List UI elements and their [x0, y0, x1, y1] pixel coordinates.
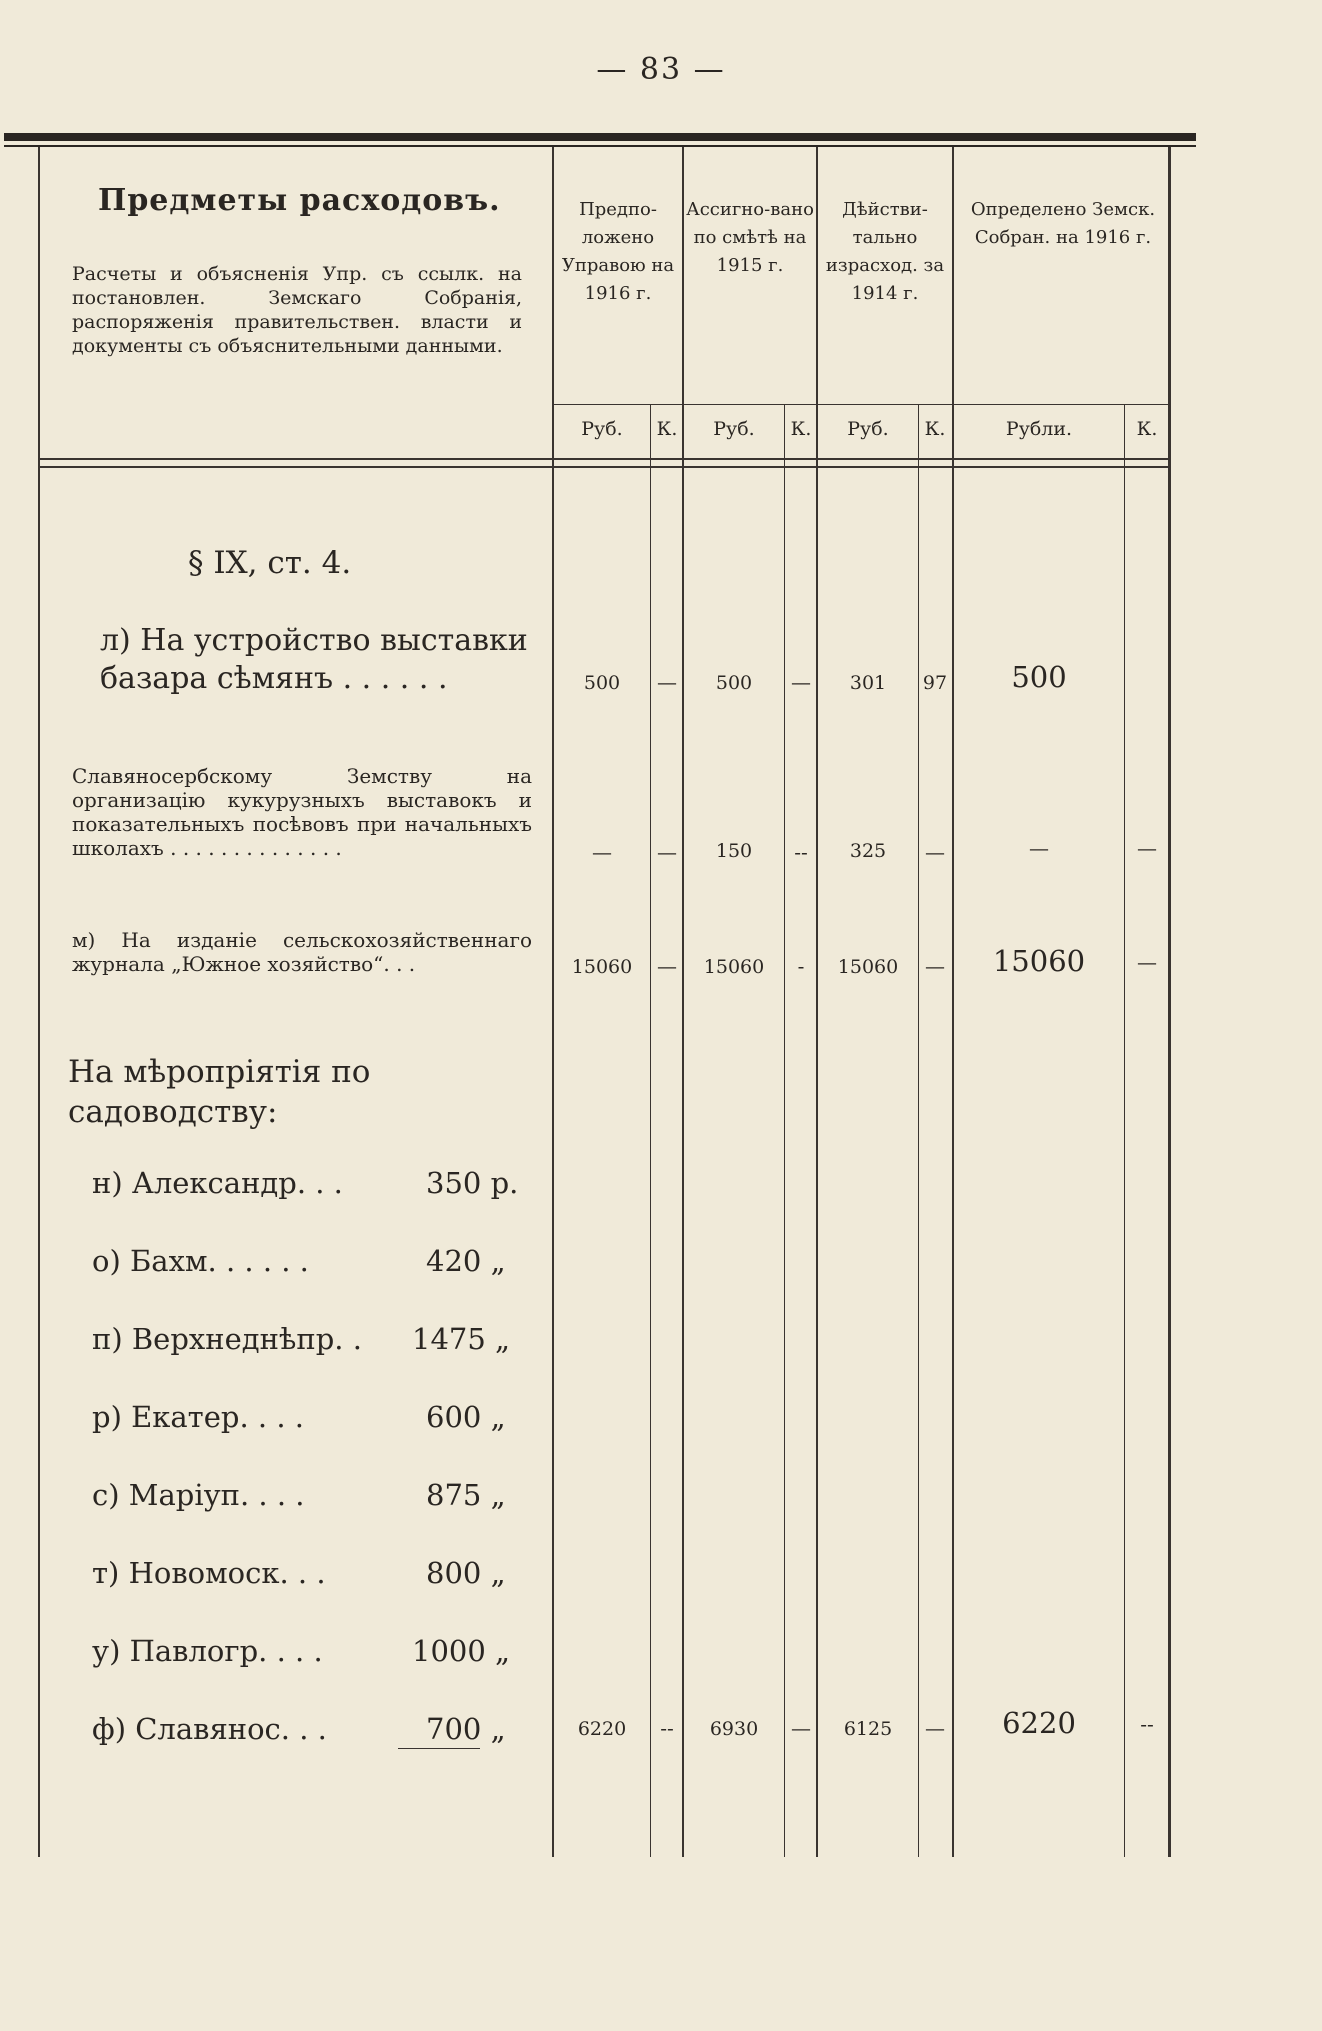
unit-kop-3: К.	[924, 418, 946, 440]
cell: 6220	[1002, 1706, 1076, 1740]
cell: 15060	[992, 944, 1086, 978]
list-item-amount: 700 „	[426, 1712, 506, 1746]
cell: --	[1140, 1712, 1154, 1736]
unit-kop-2: К.	[790, 418, 812, 440]
table-title: Предметы расходовъ.	[98, 183, 501, 218]
unit-rub-2: Руб.	[713, 418, 755, 440]
list-item: н) Александр. . .	[92, 1166, 343, 1200]
list-item: р) Екатер. . . .	[92, 1400, 304, 1434]
cell: 301	[849, 672, 887, 694]
cell: —	[925, 1716, 945, 1740]
unit-rub-1: Руб.	[581, 418, 623, 440]
list-item-amount: 350 р.	[426, 1166, 519, 1200]
list-item-amount: 420 „	[426, 1244, 506, 1278]
cell: 97	[922, 672, 948, 694]
header-description: Расчеты и объясненія Упр. съ ссылк. на постановлен. Земскаго Собранія, распоряженія правительствен. власти и документы съ объяснительными данными.	[72, 263, 522, 357]
column-header-actual: Дѣйстви-тально израсход. за 1914 г.	[825, 199, 945, 304]
cell: —	[1137, 950, 1157, 974]
cell: 6220	[577, 1718, 627, 1740]
column-header-determined: Определено Земск. Собран. на 1916 г.	[970, 199, 1156, 248]
garden-heading: На мѣропріятія по садоводству:	[68, 1054, 371, 1130]
cell: 325	[849, 840, 887, 862]
cell: 500	[1011, 660, 1067, 694]
section-heading: § IX, ст. 4.	[188, 545, 352, 581]
list-item: т) Новомоск. . .	[92, 1556, 326, 1590]
list-item-amount: 1475 „	[412, 1322, 511, 1356]
list-item: п) Верхнеднѣпр. .	[92, 1322, 362, 1356]
cell: 150	[715, 840, 753, 862]
list-item-amount: 800 „	[426, 1556, 506, 1590]
column-header-proposed: Предпо-ложено Управою на 1916 г.	[561, 199, 675, 304]
sum-underline	[398, 1748, 480, 1749]
list-item: с) Маріуп. . . .	[92, 1478, 305, 1512]
list-item: о) Бахм. . . . . .	[92, 1244, 309, 1278]
page-number: — 83 —	[596, 52, 726, 87]
cell: 15060	[837, 956, 899, 978]
cell: --	[794, 840, 808, 864]
cell: —	[925, 840, 945, 864]
column-header-assigned: Ассигно-вано по смѣтѣ на 1915 г.	[686, 199, 814, 276]
cell: —	[925, 954, 945, 978]
cell: 500	[715, 672, 753, 694]
cell: --	[660, 1716, 674, 1740]
list-item: ф) Славянос. . .	[92, 1712, 327, 1746]
cell: 500	[583, 672, 621, 694]
row-label-exhibition: л) На устройство выставки базара сѣмянъ . . . . . .	[100, 623, 528, 696]
unit-kop-4: К.	[1136, 418, 1158, 440]
list-item: у) Павлогр. . . .	[92, 1634, 323, 1668]
cell: 6125	[843, 1718, 893, 1740]
cell: —	[657, 954, 677, 978]
row-label-journal: м) На изданіе сельскохозяйственнаго журнала „Южное хозяйство“. . .	[72, 928, 532, 976]
cell: —	[791, 1716, 811, 1740]
cell: 15060	[571, 956, 633, 978]
cell: —	[1137, 836, 1157, 860]
cell: —	[657, 670, 677, 694]
cell: —	[592, 840, 612, 864]
cell: —	[791, 670, 811, 694]
cell: 6930	[709, 1718, 759, 1740]
unit-rub-3: Руб.	[847, 418, 889, 440]
cell: 15060	[703, 956, 765, 978]
cell: -	[797, 954, 805, 978]
cell: —	[1029, 836, 1049, 860]
row-label-corn-exhibitions: Славяносербскому Земству на организацію кукурузныхъ выставокъ и показательныхъ посѣвовъ при начальныхъ школахъ . . . . . . . . . . . . . .	[72, 764, 532, 860]
list-item-amount: 875 „	[426, 1478, 506, 1512]
unit-rubli: Рубли.	[1005, 418, 1073, 440]
list-item-amount: 1000 „	[412, 1634, 511, 1668]
list-item-amount: 600 „	[426, 1400, 506, 1434]
unit-kop-1: К.	[656, 418, 678, 440]
cell: —	[657, 840, 677, 864]
